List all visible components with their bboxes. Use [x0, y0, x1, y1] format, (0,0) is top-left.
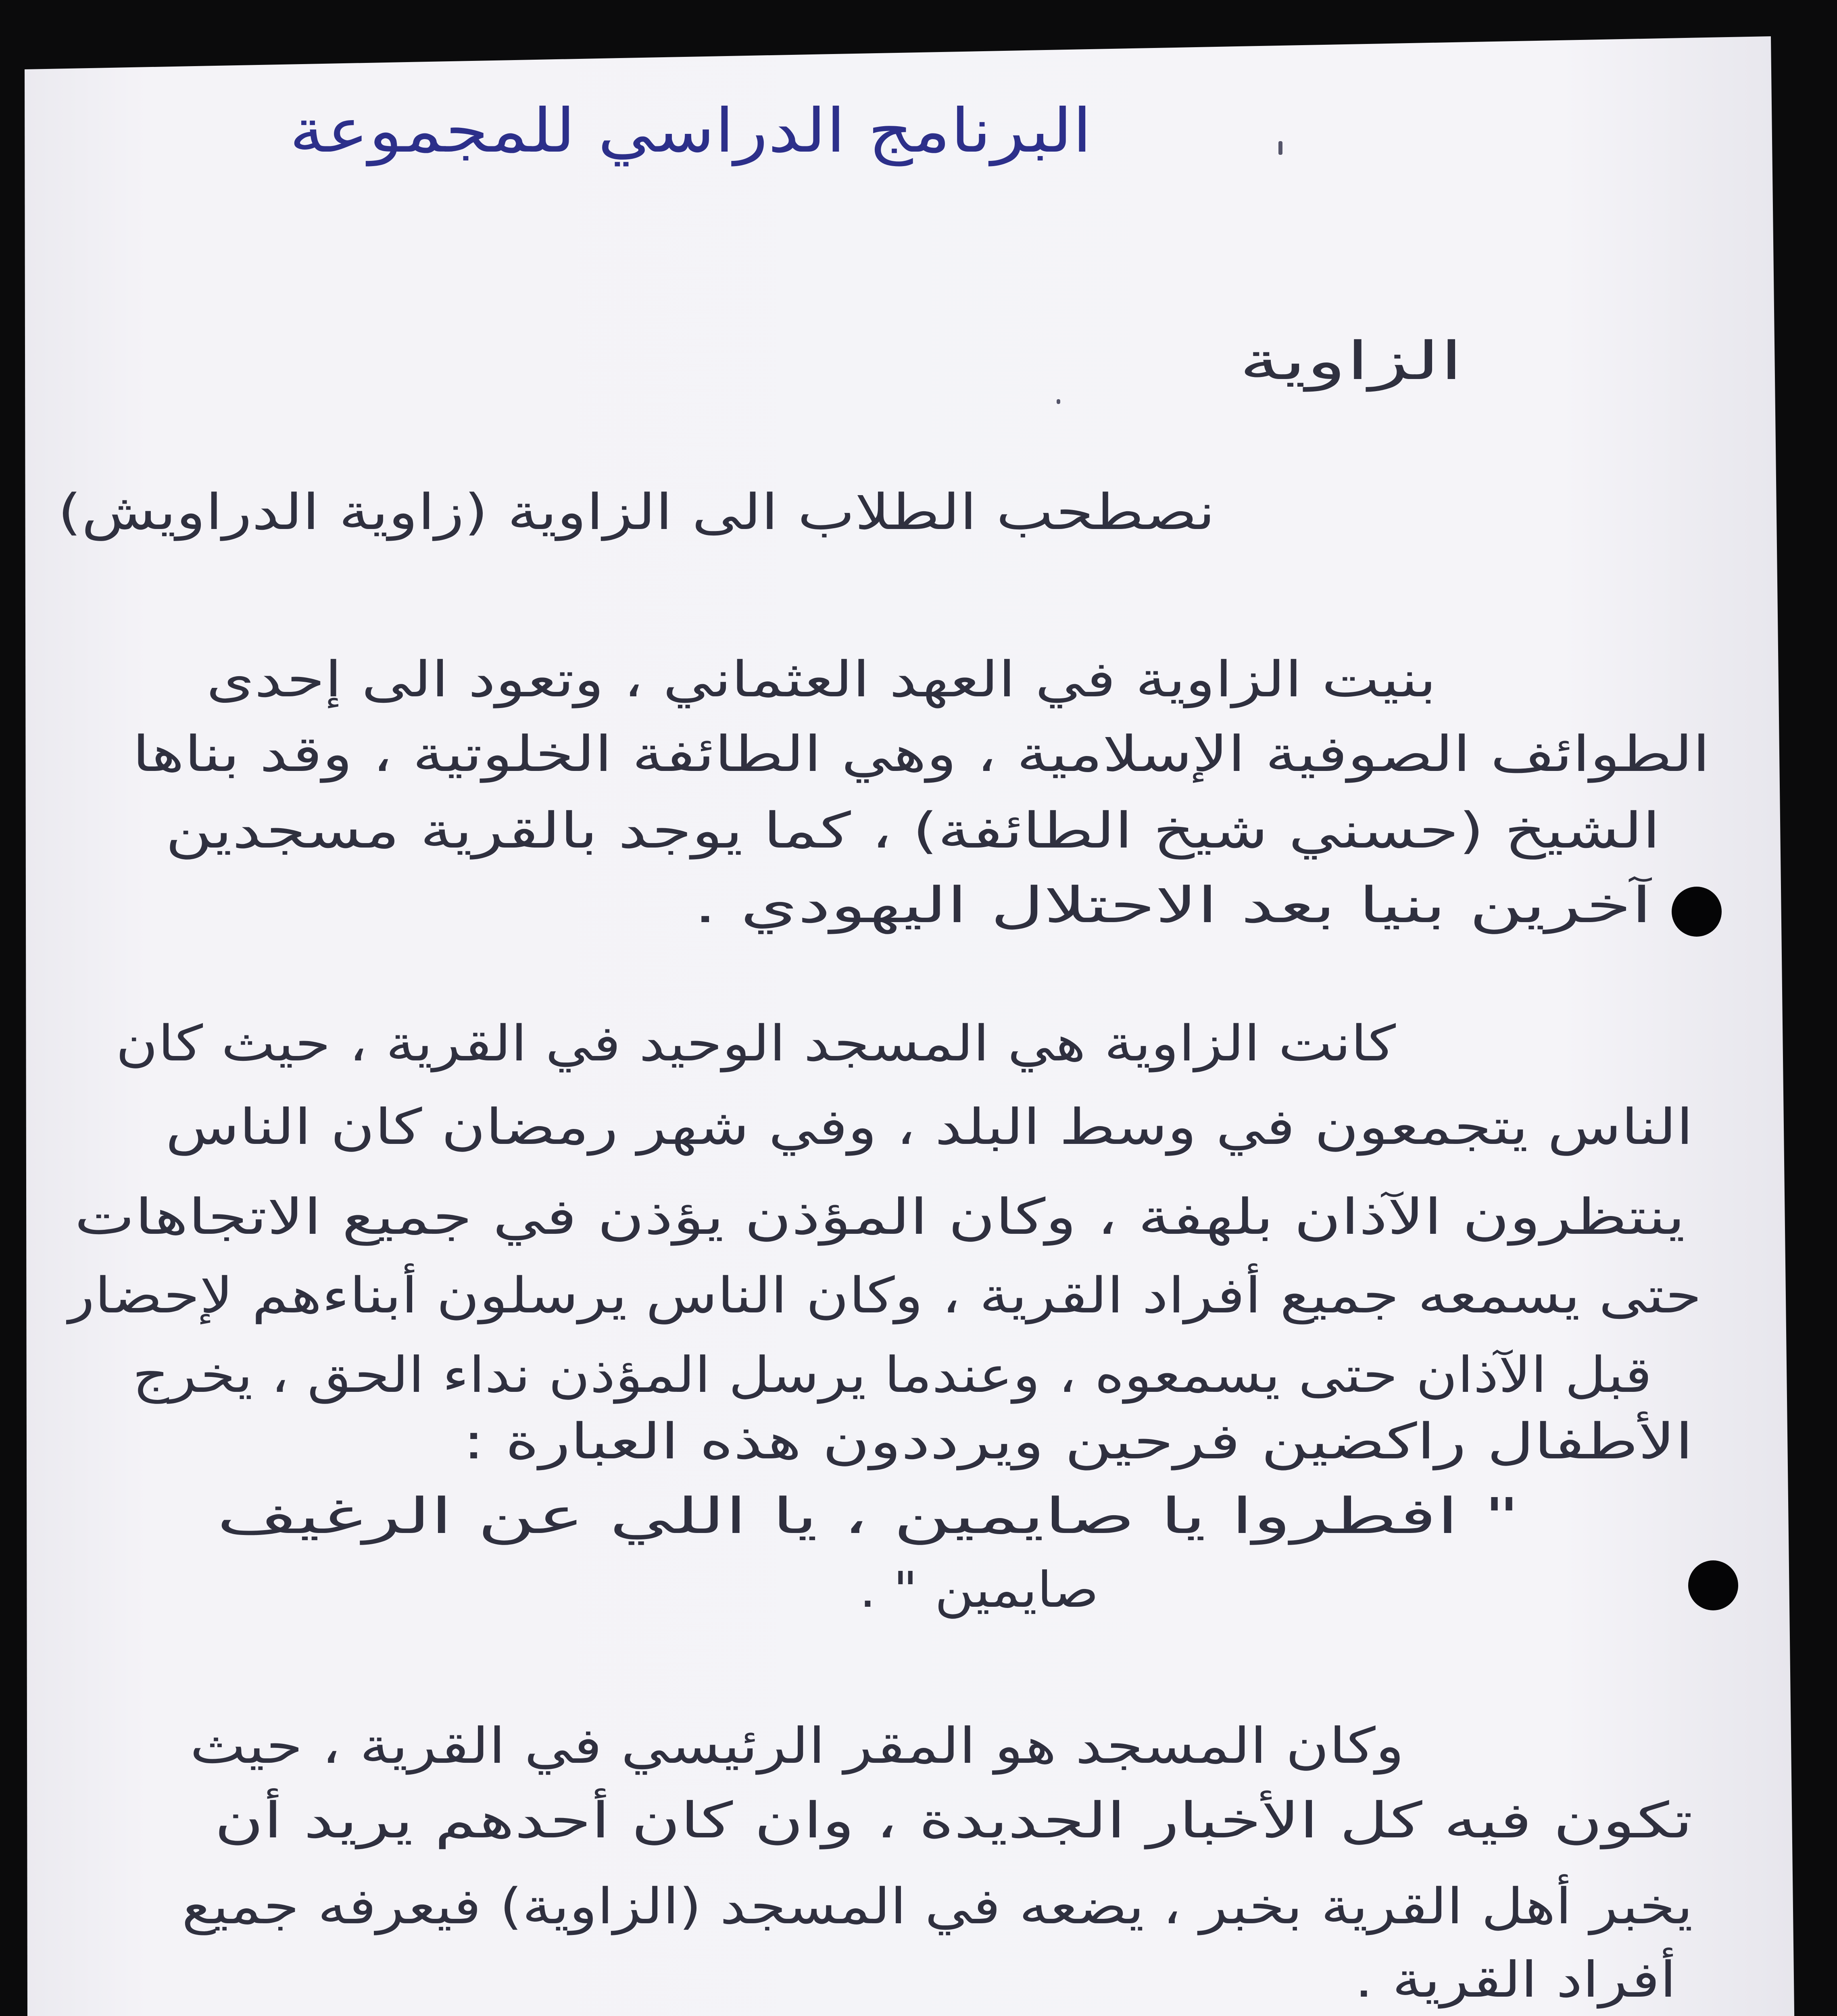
paragraph-2-quote-line-1 — [198, 1484, 1520, 1548]
document-title — [289, 91, 1092, 171]
quote-text: صايمين " . — [859, 1561, 1099, 1618]
document-title-text: البرنامج الدراسي للمجموعة — [289, 96, 1092, 166]
paragraph-line-text: يخبر أهل القرية بخبر ، يضعه في المسجد (الزاوية) فيعرفه جميع — [182, 1877, 1693, 1935]
paragraph-line-text: آخرين بنيا بعد الاحتلال اليهودي . — [694, 877, 1652, 934]
paragraph-line-text: الطوائف الصوفية الإسلامية ، وهي الطائفة الخلوتية ، وقد بناها — [132, 725, 1710, 783]
ink-mark — [1057, 399, 1060, 404]
paragraph-2-line-1 — [116, 1012, 1396, 1075]
quote-text: " افطروا يا صايمين ، يا اللي عن الرغيف — [216, 1487, 1520, 1545]
paragraph-2-quote-line-2 — [859, 1558, 1099, 1621]
paragraph-2-line-6 — [463, 1411, 1693, 1472]
paragraph-1-line-2 — [132, 724, 1710, 784]
paragraph-line-text: حتى يسمعه جميع أفراد القرية ، وكان الناس يرسلون أبناءهم لإحضار — [66, 1266, 1701, 1324]
paragraph-line-text: وكان المسجد هو المقر الرئيسي في القرية ، حيث — [190, 1717, 1404, 1774]
paragraph-line-text: الشيخ (حسني شيخ الطائفة) ، كما يوجد بالقرية مسجدين — [165, 802, 1660, 859]
intro-line — [58, 476, 1215, 548]
paragraph-2-line-5 — [132, 1343, 1652, 1407]
paragraph-3-line-4 — [1355, 1945, 1676, 2014]
intro-line-text: نصطحب الطلاب الى الزاوية (زاوية الدراويش) — [58, 483, 1215, 541]
paragraph-line-text: قبل الآذان حتى يسمعوه ، وعندما يرسل المؤذن نداء الحق ، يخرج — [132, 1346, 1652, 1404]
paragraph-1-line-3 — [165, 798, 1660, 863]
paragraph-3-line-1 — [190, 1714, 1404, 1778]
paragraph-line-text: الأطفال راكضين فرحين ويرددون هذه العبارة : — [463, 1413, 1693, 1470]
paragraph-line-text: الناس يتجمعون في وسط البلد ، وفي شهر رمضان كان الناس — [165, 1098, 1693, 1156]
paragraph-1-line-1 — [206, 649, 1437, 710]
paragraph-line-text: تكون فيه كل الأخبار الجديدة ، وان كان أحدهم يريد أن — [215, 1792, 1693, 1849]
paragraph-line-text: ينتظرون الآذان بلهفة ، وكان المؤذن يؤذن في جميع الاتجاهات — [74, 1188, 1685, 1245]
punch-hole-bottom — [1688, 1560, 1738, 1610]
paragraph-3-line-3 — [182, 1871, 1693, 1941]
paragraph-2-line-4 — [66, 1260, 1701, 1331]
punch-hole-top — [1672, 887, 1722, 937]
section-heading — [1239, 327, 1463, 395]
paragraph-line-text: كانت الزاوية هي المسجد الوحيد في القرية ، حيث كان — [116, 1014, 1396, 1072]
paragraph-line-text: بنيت الزاوية في العهد العثماني ، وتعود الى إحدى — [206, 651, 1437, 708]
paragraph-3-line-2 — [215, 1788, 1693, 1853]
paragraph-line-text: أفراد القرية . — [1355, 1951, 1676, 2008]
section-heading-text: الزاوية — [1239, 330, 1463, 392]
paragraph-1-line-4 — [694, 873, 1652, 937]
paragraph-2-line-3 — [74, 1183, 1685, 1250]
paragraph-2-line-2 — [165, 1095, 1693, 1159]
ink-mark — [1278, 141, 1282, 155]
